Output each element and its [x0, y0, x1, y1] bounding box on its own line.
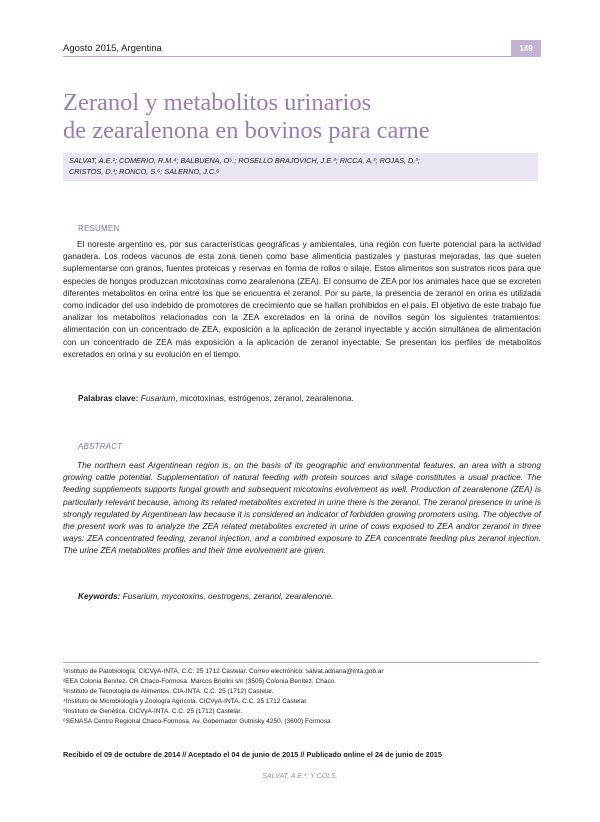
abstract-heading: ABSTRACT — [78, 442, 123, 451]
palabras-clave-fusarium: Fusarium — [140, 393, 176, 403]
article-title — [63, 89, 543, 145]
authors-line-2: CRISTOS, D.³; RONCO, S.⁶; SALERNO, J.C.⁶ — [69, 167, 220, 176]
affiliation-3: ³Instituto de Tecnología de Alimentos. CIA-INTA. C.C. 25 (1712) Castelar. — [63, 688, 274, 695]
keywords — [78, 591, 333, 601]
header-rule — [63, 56, 511, 57]
resumen-text: El noreste argentino es, por sus características geográficas y ambientales, una región con fuerte potencial para la actividad ganadera. Los rodeos vacunos de esta zona tienen como base alimenticia pastizales y pasturas mejoradas, las que suelen suplementarse con granos, fuentes proteicas y reservas en forma de rollos o silaje. Estos alimentos son sustratos ricos para que especies de hongos produzcan micotoxinas como zearalenona (ZEA). El consumo de ZEA por los animales hace que se excreten diferentes metabolitos en orina entre los que se encuentra el zeranol. Por su parte, la presencia de zeranol en orina es utilizada como indicador del uso indebido de promotores de crecimiento que se hallan prohibidos en el país. El objetivo de este trabajo fue analizar los metabolitos relacionados con la ZEA excretados en la orina de novillos según los siguientes tratamientos: alimentación con un concentrado de ZEA, exposición a la aplicación de zeranol inyectable y acción simultánea de alimentación con un concentrado de ZEA más exposición a la aplicación de zeranol inyectable. Se presentan los perfiles de metabolitos excretados en orina y su evolución en el tiempo. — [63, 239, 541, 359]
affiliation-1: ¹Instituto de Patobiología. CICVyA-INTA. C.C. 25 1712 Castelar. Correo electrónico: salvat.adriana@inta.gob.ar — [63, 668, 384, 675]
palabras-clave-label: Palabras clave: — [78, 393, 139, 403]
keywords-label: Keywords: — [78, 591, 121, 601]
affiliation-6: ⁶SENASA Centro Regional Chaco-Formosa. Av. Gobernador Gutnisky 4250. (3600) Formosa — [63, 718, 331, 725]
publication-dates: Recibido el 09 de octubre de 2014 // Aceptado el 04 de junio de 2015 // Publicado online el 24 de junio de 2015 — [63, 750, 442, 759]
palabras-clave-list: , micotoxinas, estrógenos, zeranol, zearalenona. — [175, 393, 354, 403]
title-line-2: de zearalenona en bovinos para carne — [63, 117, 430, 144]
affiliation-2: ²EEA Colonia Benítez. CR Chaco-Formosa. Marcos Briolini s/n (3505) Colonia Benítez. Chaco. — [63, 678, 337, 685]
running-footer: SALVAT, A.E.¹; Y COLS. — [262, 773, 338, 780]
title-line-1: Zeranol y metabolitos urinarios — [63, 89, 372, 116]
affiliation-5: ⁵Instituto de Genética. CICVyA-INTA. C.C. 25 (1712) Castelar. — [63, 708, 242, 715]
affiliation-4: ⁴Instituto de Microbiología y Zoología Agrícola. CICVyA-INTA. C.C. 25 1712 Castelar. — [63, 698, 308, 705]
abstract-text: The northern east Argentinean region is, on the basis of its geographic and environmental features, an area with a strong growing cattle potential. Supplementation of natural feeding with protein sources and silage constitutes a usual practice. The feeding suppliements supports fungal growth and subsequent micotoxins evolvement as well. Production of zearalenone (ZEA) is particularly relevant because, among its related metabolites excreted in urine there is the zeranol. The zeranol presence in urine is strongly regulated by Argentinean law because it is considered an indicator of forbidden growing promoters using. The objective of the present work was to analyze the ZEA related metabolites excreted in urine of cows exposed to ZEA and/or zeranol in three ways: ZEA concentrated feeding, zeranol injection, and a combined exposure to ZEA concentrate feeding plus zeranol injection. The urine ZEA metabolites profiles and their time evolvement are given. — [63, 460, 541, 556]
page-number-badge: 149 — [511, 40, 541, 57]
resumen-heading: RESUMEN — [78, 224, 120, 233]
footnote-rule — [63, 662, 539, 663]
authors-line-1: SALVAT, A.E.¹; COMERIO, R.M.⁴; BALBUENA, O⁵.; ROSELLO BRAJOVICH, J.E.³; RICCA, A.³; ROJAS, D.³; — [69, 156, 420, 165]
affiliations — [63, 667, 541, 727]
authors-block — [63, 153, 538, 181]
keywords-list: Fusarium, mycotoxins, oestrogens, zeranol, zearalenone. — [120, 591, 334, 601]
running-header-date: Agosto 2015, Argentina — [63, 43, 162, 54]
palabras-clave — [78, 393, 354, 403]
